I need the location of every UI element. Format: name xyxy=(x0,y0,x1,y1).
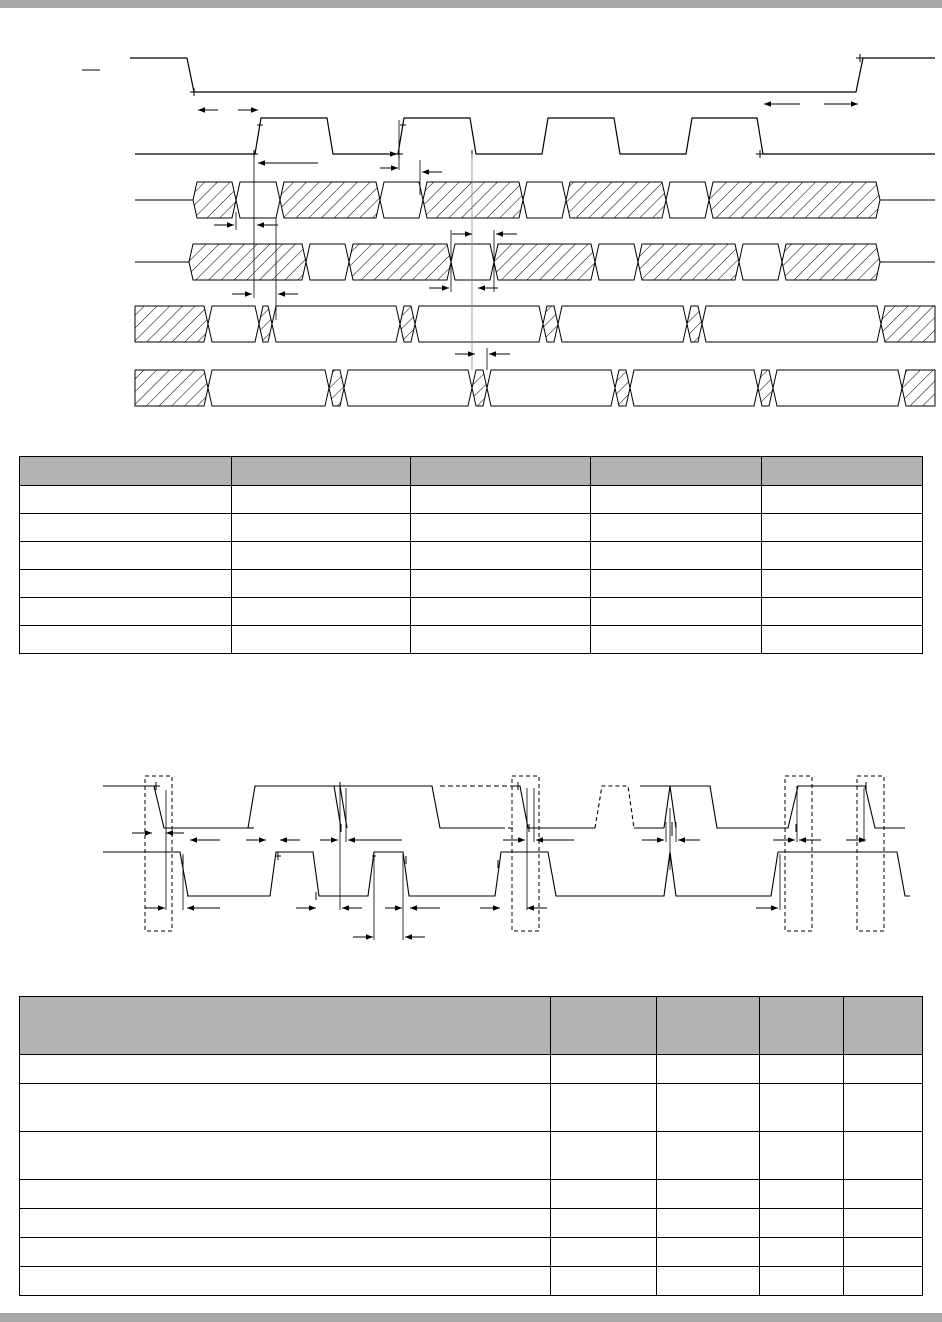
table-row xyxy=(20,514,923,542)
table-cell xyxy=(411,598,591,626)
table-cell xyxy=(232,570,411,598)
bottom-band xyxy=(0,1313,942,1322)
spi-timing-table xyxy=(19,456,923,654)
cs-signal xyxy=(130,58,935,92)
table-cell xyxy=(844,1267,923,1296)
data-lane-6 xyxy=(135,370,935,406)
reference-lines xyxy=(166,788,864,940)
table-cell xyxy=(591,626,762,654)
stop-condition-box xyxy=(785,776,812,931)
header-cell xyxy=(762,457,923,486)
table-cell xyxy=(844,1055,923,1084)
table-cell xyxy=(657,1132,760,1180)
table-cell xyxy=(20,486,232,514)
table-row xyxy=(20,626,923,654)
table-cell xyxy=(844,1084,923,1132)
header-cell xyxy=(844,997,923,1055)
table-cell xyxy=(591,514,762,542)
table-header-row xyxy=(20,457,923,486)
table-cell xyxy=(844,1238,923,1267)
table-cell xyxy=(20,1180,551,1209)
table-cell xyxy=(762,514,923,542)
table-cell xyxy=(657,1267,760,1296)
table-cell xyxy=(762,486,923,514)
header-cell xyxy=(411,457,591,486)
table-row xyxy=(20,598,923,626)
header-cell xyxy=(20,457,232,486)
table-cell xyxy=(551,1084,657,1132)
spi-timing-diagram xyxy=(0,30,942,420)
data-lane-4 xyxy=(135,244,935,280)
edge-ticks xyxy=(152,782,866,900)
table-cell xyxy=(20,598,232,626)
table-row xyxy=(20,486,923,514)
header-cell xyxy=(232,457,411,486)
table-cell xyxy=(551,1238,657,1267)
table-cell xyxy=(551,1180,657,1209)
table-cell xyxy=(232,626,411,654)
data-lane-3 xyxy=(135,182,935,218)
table-cell xyxy=(20,1132,551,1180)
sck-signal xyxy=(135,118,935,154)
table-row xyxy=(20,1132,923,1180)
table-cell xyxy=(20,1238,551,1267)
table-cell xyxy=(760,1055,844,1084)
table-cell xyxy=(20,1267,551,1296)
table-cell xyxy=(591,570,762,598)
table-cell xyxy=(844,1180,923,1209)
table-cell xyxy=(657,1238,760,1267)
table-row xyxy=(20,1180,923,1209)
table-cell xyxy=(411,514,591,542)
table-cell xyxy=(20,1055,551,1084)
table-cell xyxy=(551,1055,657,1084)
table-cell xyxy=(551,1132,657,1180)
table-cell xyxy=(232,486,411,514)
table-row xyxy=(20,542,923,570)
table-cell xyxy=(411,570,591,598)
table-cell xyxy=(20,514,232,542)
table-cell xyxy=(232,542,411,570)
table-cell xyxy=(551,1267,657,1296)
table-cell xyxy=(591,542,762,570)
table-cell xyxy=(411,542,591,570)
top-band xyxy=(0,0,942,8)
header-cell xyxy=(20,997,551,1055)
data-lane-5 xyxy=(135,306,935,342)
table-cell xyxy=(657,1180,760,1209)
table-row xyxy=(20,570,923,598)
table-cell xyxy=(762,570,923,598)
table-cell xyxy=(760,1209,844,1238)
table-cell xyxy=(657,1084,760,1132)
header-cell xyxy=(657,997,760,1055)
table-row xyxy=(20,1084,923,1132)
header-cell xyxy=(760,997,844,1055)
table-cell xyxy=(760,1084,844,1132)
scl-signal xyxy=(103,852,910,896)
header-cell xyxy=(551,997,657,1055)
table-row xyxy=(20,1267,923,1296)
table-cell xyxy=(591,486,762,514)
table-cell xyxy=(591,598,762,626)
table-cell xyxy=(20,542,232,570)
table-cell xyxy=(762,626,923,654)
table-cell xyxy=(657,1055,760,1084)
header-cell xyxy=(591,457,762,486)
table-cell xyxy=(760,1132,844,1180)
table-header-row xyxy=(20,997,923,1055)
table-row xyxy=(20,1238,923,1267)
table-cell xyxy=(411,486,591,514)
table-cell xyxy=(20,570,232,598)
table-cell xyxy=(232,598,411,626)
table-cell xyxy=(232,514,411,542)
table-cell xyxy=(20,1084,551,1132)
table-cell xyxy=(762,542,923,570)
table-cell xyxy=(760,1238,844,1267)
table-row xyxy=(20,1055,923,1084)
table-cell xyxy=(760,1180,844,1209)
table-cell xyxy=(657,1209,760,1238)
table-cell xyxy=(762,598,923,626)
table-cell xyxy=(760,1267,844,1296)
i2c-timing-diagram xyxy=(0,760,942,990)
table-cell xyxy=(551,1209,657,1238)
table-cell xyxy=(20,626,232,654)
bus-free-box xyxy=(857,776,884,931)
table-cell xyxy=(411,626,591,654)
i2c-timing-table xyxy=(19,996,923,1296)
table-cell xyxy=(844,1209,923,1238)
table-cell xyxy=(844,1132,923,1180)
table-cell xyxy=(20,1209,551,1238)
table-row xyxy=(20,1209,923,1238)
measure-arrows xyxy=(132,833,866,937)
